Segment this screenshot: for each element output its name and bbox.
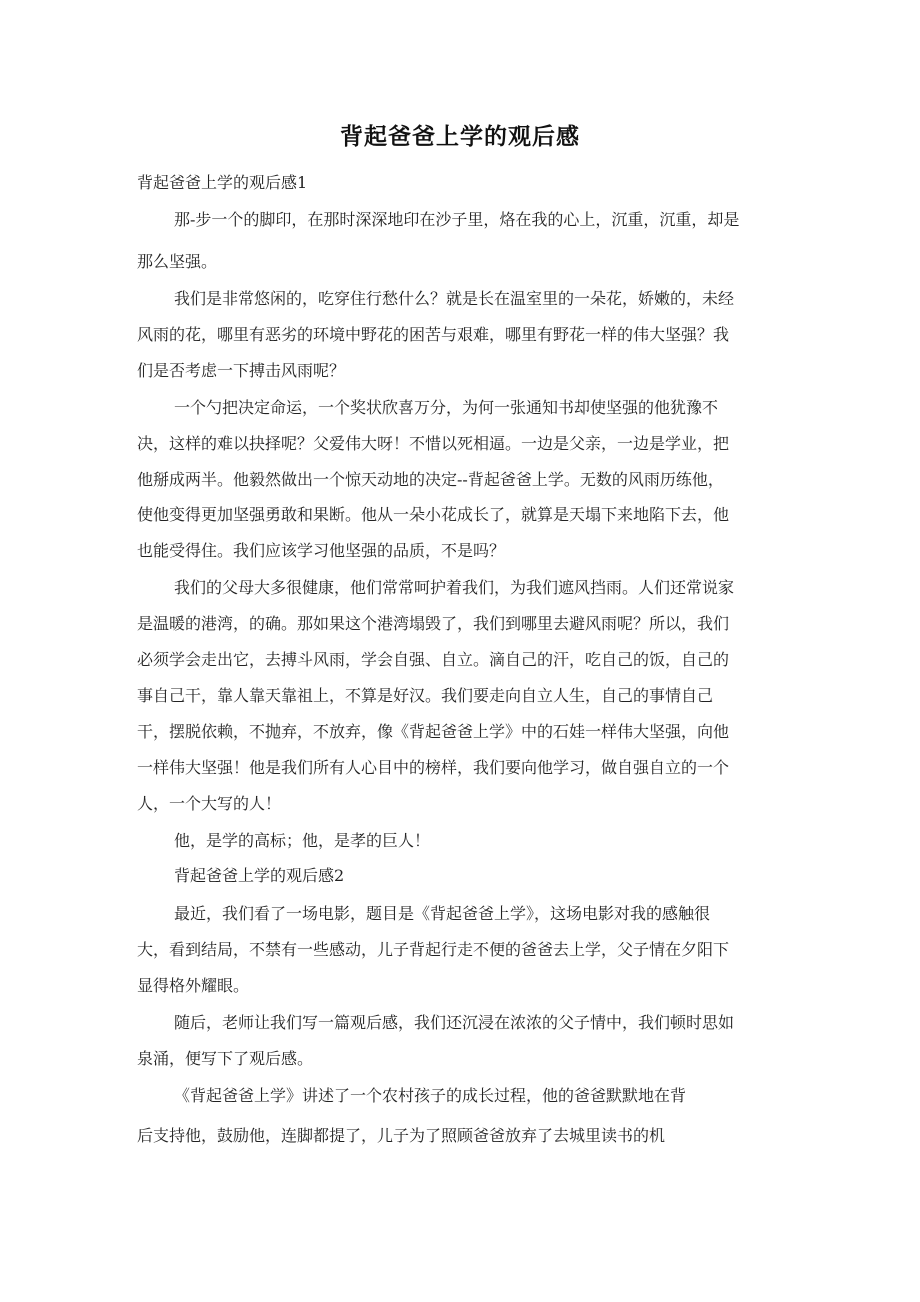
paragraph-line: 们是否考虑一下搏击风雨呢？ <box>137 361 346 380</box>
paragraph-line: 《背起爸爸上学》讲述了一个农村孩子的成长过程，他的爸爸默默地在背 <box>174 1086 687 1105</box>
paragraph-line: 泉涌，便写下了观后感。 <box>137 1049 314 1068</box>
document-title: 背起爸爸上学的观后感 <box>340 124 580 150</box>
paragraph-line: 风雨的花，哪里有恶劣的环境中野花的困苦与艰难，哪里有野花一样的伟大坚强？我 <box>137 325 730 344</box>
paragraph-line: 我们的父母大多很健康，他们常常呵护着我们，为我们遮风挡雨。人们还常说家 <box>174 578 735 597</box>
paragraph-line: 是温暖的港湾，的确。那如果这个港湾塌毁了，我们到哪里去避风雨呢？所以，我们 <box>137 614 730 633</box>
paragraph-line: 人，一个大写的人！ <box>137 794 282 813</box>
paragraph-line: 我们是非常悠闲的，吃穿住行愁什么？就是长在温室里的一朵花，娇嫩的，未经 <box>174 289 735 308</box>
paragraph-line: 他，是学的高标；他，是孝的巨人！ <box>174 831 431 850</box>
paragraph-line: 随后，老师让我们写一篇观后感，我们还沉浸在浓浓的父子情中，我们顿时思如 <box>174 1013 735 1032</box>
section-heading-1: 背起爸爸上学的观后感1 <box>137 173 308 192</box>
paragraph-line: 一个勺把决定命运，一个奖状欣喜万分，为何一张通知书却使坚强的他犹豫不 <box>174 398 719 417</box>
paragraph-line: 一样伟大坚强！他是我们所有人心目中的榜样，我们要向他学习，做自强自立的一个 <box>137 758 730 777</box>
paragraph-line: 那-步一个的脚印，在那时深深地印在沙子里，烙在我的心上，沉重，沉重，却是 <box>174 210 740 229</box>
paragraph-line: 最近，我们看了一场电影，题目是《背起爸爸上学》，这场电影对我的感触很 <box>174 904 711 923</box>
paragraph-line: 也能受得住。我们应该学习他坚强的品质，不是吗？ <box>137 541 506 560</box>
paragraph-line: 大，看到结局，不禁有一些感动，儿子背起行走不便的爸爸去上学，父子情在夕阳下 <box>137 940 730 959</box>
paragraph-line: 显得格外耀眼。 <box>137 976 250 995</box>
paragraph-line: 决，这样的难以抉择呢？父爱伟大呀！不惜以死相逼。一边是父亲，一边是学业，把 <box>137 434 730 453</box>
paragraph-line: 那么坚强。 <box>137 252 218 271</box>
paragraph-line: 干，摆脱依赖，不抛弃，不放弃，像《背起爸爸上学》中的石娃一样伟大坚强，向他 <box>137 722 730 741</box>
paragraph-line: 使他变得更加坚强勇敢和果断。他从一朵小花成长了，就算是天塌下来地陷下去，他 <box>137 505 730 524</box>
section-heading-2: 背起爸爸上学的观后感2 <box>174 866 345 885</box>
paragraph-line: 他掰成两半。他毅然做出一个惊天动地的决定--背起爸爸上学。无数的风雨历练他， <box>137 470 724 489</box>
paragraph-line: 事自己干，靠人靠天靠祖上，不算是好汉。我们要走向自立人生，自己的事情自己 <box>137 686 714 705</box>
paragraph-line: 后支持他，鼓励他，连脚都提了，儿子为了照顾爸爸放弃了去城里读书的机 <box>137 1126 666 1145</box>
paragraph-line: 必须学会走出它，去搏斗风雨，学会自强、自立。滴自己的汗，吃自己的饭，自己的 <box>137 650 730 669</box>
